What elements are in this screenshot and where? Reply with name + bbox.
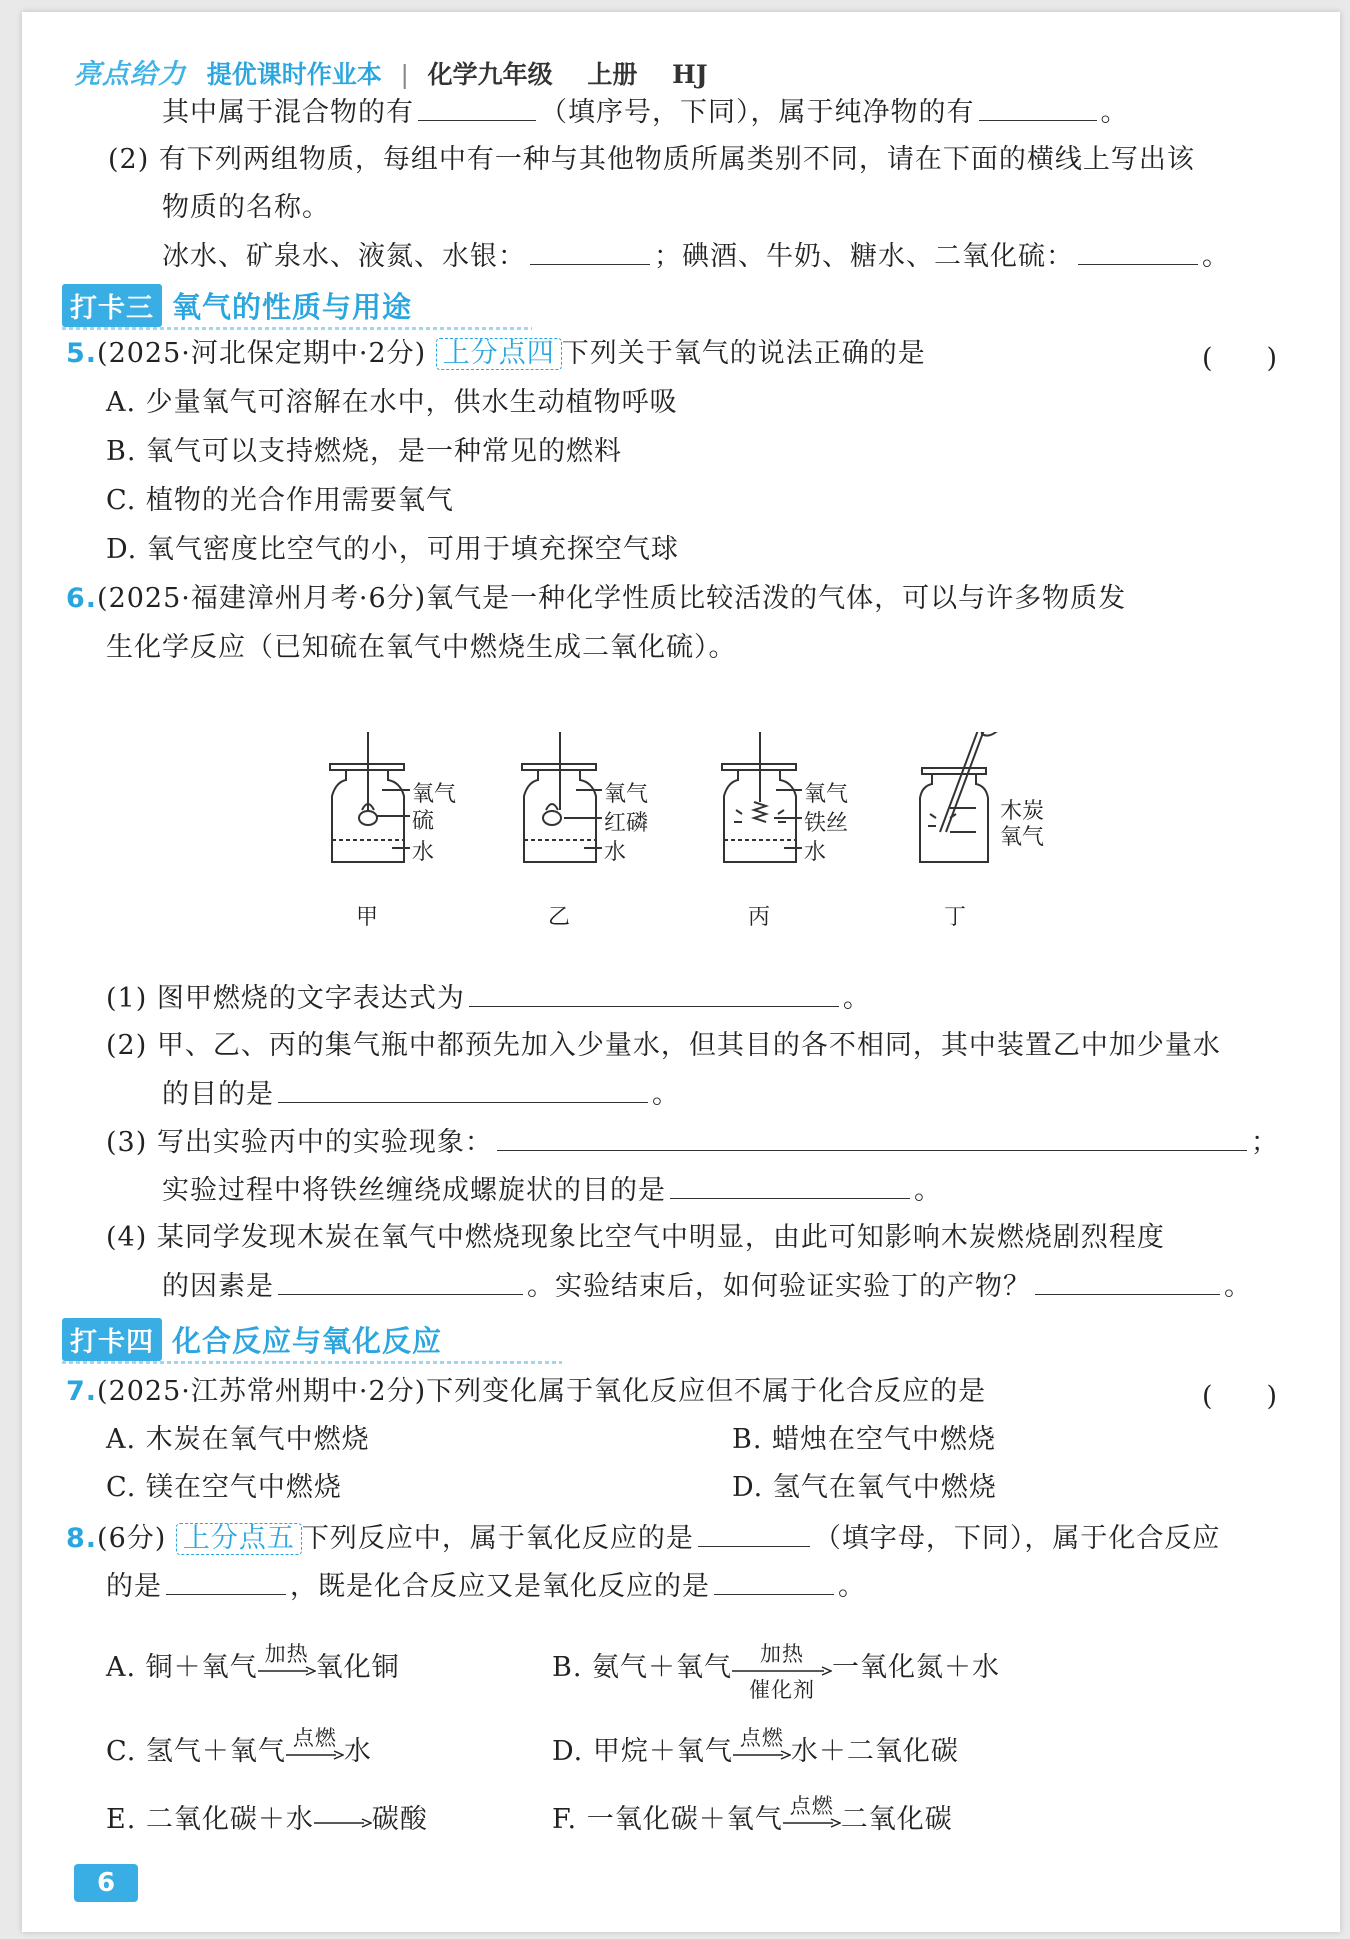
subject-name: 化学九年级 [427, 60, 553, 89]
reaction-products: 碳酸 [371, 1804, 428, 1835]
option-d[interactable]: D. 氧气密度比空气的小，可用于填充探空气球 [106, 534, 679, 565]
option-b[interactable]: B. 蜡烛在空气中燃烧 [732, 1424, 997, 1455]
page-number: 6 [74, 1864, 138, 1902]
question-2-line-1 [108, 142, 1195, 178]
group-2-label: ；碘酒、牛奶、糖水、二氧化硫： [654, 241, 1074, 272]
label-charcoal: 木炭 [1000, 799, 1045, 824]
experiment-figure [322, 732, 1082, 932]
label-water-bing: 水 [804, 840, 827, 865]
reaction-reactants: B. 氨气＋氧气 [552, 1652, 733, 1683]
page-header [74, 52, 708, 91]
answer-blank[interactable] [278, 1268, 523, 1295]
period: 。 [838, 1571, 866, 1602]
caption-jia: 甲 [356, 905, 379, 930]
subquestion-text: (3) 写出实验丙中的实验现象： [106, 1127, 493, 1158]
reaction-e[interactable] [106, 1802, 428, 1838]
question-2-line-3 [162, 238, 1230, 275]
section-underline [62, 1361, 562, 1364]
reaction-f[interactable] [552, 1794, 953, 1838]
label-water-yi: 水 [604, 840, 627, 865]
reaction-arrow [783, 1794, 841, 1838]
series-name: 提优课时作业本 [206, 60, 382, 89]
question-6-line-1 [66, 581, 1126, 617]
section-title: 氧气的性质与用途 [172, 290, 413, 324]
question-text: 下列反应中，属于氧化反应的是 [301, 1523, 694, 1554]
answer-blank[interactable] [1078, 238, 1198, 265]
label-water-jia: 水 [412, 840, 435, 865]
question-6-part-3-line-1 [106, 1124, 1279, 1161]
label-oxygen-ding: 氧气 [1000, 825, 1045, 850]
subquestion-text: 。实验结束后，如何验证实验丁的产物？ [527, 1271, 1031, 1302]
label-oxygen-bing: 氧气 [804, 782, 849, 807]
subquestion-text: (1) 图甲燃烧的文字表达式为 [106, 983, 465, 1014]
question-number: 5. [66, 338, 98, 369]
section-badge: 打卡四 [62, 1318, 162, 1361]
question-6-line-2: 生化学反应（已知硫在氧气中燃烧生成二氧化硫）。 [106, 632, 737, 663]
bottle-ding [920, 732, 1001, 862]
subquestion-text: 有下列两组物质，每组中有一种与其他物质所属类别不同，请在下面的横线上写出该 [158, 144, 1195, 175]
answer-blank[interactable] [979, 94, 1097, 121]
question-6-part-1 [106, 980, 871, 1017]
group-1-label: 冰水、矿泉水、液氮、水银： [162, 241, 526, 272]
answer-blank[interactable] [530, 238, 650, 265]
option-a[interactable]: A. 少量氧气可溶解在水中，供水生动植物呼吸 [106, 387, 678, 418]
reaction-products: 水 [343, 1736, 372, 1767]
mixture-label: 其中属于混合物的有 [162, 97, 414, 128]
subquestion-text: 的目的是 [162, 1079, 274, 1110]
reaction-products: 二氧化碳 [840, 1804, 953, 1835]
option-a[interactable]: A. 木炭在氧气中燃烧 [106, 1424, 370, 1455]
question-text: ，既是化合反应又是氧化反应的是 [290, 1571, 710, 1602]
subquestion-text: 的因素是 [162, 1271, 274, 1302]
caption-ding: 丁 [944, 905, 967, 930]
mixture-line [162, 94, 1129, 131]
reaction-condition: 点燃 [292, 1726, 337, 1750]
score-point-tag: 上分点五 [176, 1523, 302, 1555]
volume-name: 上册 [587, 60, 638, 89]
section-4-header [62, 1318, 442, 1361]
period: 。 [1224, 1271, 1252, 1302]
question-7-stem [66, 1374, 986, 1410]
section-3-header [62, 284, 412, 327]
answer-paren[interactable]: ( ) [1202, 343, 1278, 374]
pure-label: （填序号，下同），属于纯净物的有 [540, 97, 975, 128]
option-b[interactable]: B. 氧气可以支持燃烧，是一种常见的燃料 [106, 436, 623, 467]
period: 。 [652, 1079, 680, 1110]
reaction-condition: 加热 [264, 1642, 309, 1666]
question-6-part-2-line-1: (2) 甲、乙、丙的集气瓶中都预先加入少量水，但其目的各不相同，其中装置乙中加少量水 [106, 1030, 1221, 1061]
caption-bing: 丙 [748, 905, 771, 930]
answer-blank[interactable] [418, 94, 536, 121]
section-title: 化合反应与氧化反应 [172, 1324, 443, 1358]
reaction-reactants: E. 二氧化碳＋水 [106, 1804, 314, 1835]
reaction-products: 一氧化氮＋水 [832, 1652, 1001, 1683]
section-underline [62, 327, 532, 330]
reaction-a[interactable] [106, 1642, 400, 1686]
period: 。 [842, 983, 871, 1014]
answer-blank[interactable] [166, 1568, 286, 1595]
reaction-arrow [258, 1642, 316, 1686]
option-c[interactable]: C. 镁在空气中燃烧 [106, 1472, 342, 1503]
label-oxygen-jia: 氧气 [412, 782, 457, 807]
question-8-line-1 [66, 1520, 1220, 1557]
answer-blank[interactable] [278, 1076, 648, 1103]
subquestion-number: (2) [108, 144, 150, 175]
reaction-condition: 点燃 [739, 1726, 784, 1750]
period: 。 [1100, 97, 1129, 128]
reaction-b[interactable] [552, 1642, 1001, 1702]
question-8-line-2 [106, 1568, 866, 1605]
bottle-bing [722, 732, 802, 862]
question-score: (6分) [97, 1523, 167, 1554]
question-text: (2025·江苏常州期中·2分)下列变化属于氧化反应但不属于化合反应的是 [97, 1376, 987, 1407]
question-text: (2025·福建漳州月考·6分)氧气是一种化学性质比较活泼的气体，可以与许多物质发 [97, 583, 1127, 614]
option-d[interactable]: D. 氢气在氧气中燃烧 [732, 1472, 997, 1503]
question-text: （填字母，下同），属于化合反应 [813, 1523, 1221, 1554]
answer-blank[interactable] [698, 1520, 810, 1547]
answer-blank[interactable] [469, 980, 839, 1007]
question-text: 下列关于氧气的说法正确的是 [561, 338, 926, 369]
label-red-phosphorus: 红磷 [604, 811, 649, 836]
label-oxygen-yi: 氧气 [604, 782, 649, 807]
question-5-stem [66, 336, 926, 372]
question-number: 8. [66, 1523, 98, 1554]
reaction-arrow [314, 1802, 372, 1838]
answer-blank[interactable] [714, 1568, 834, 1595]
reaction-c[interactable] [106, 1726, 372, 1770]
answer-blank[interactable] [670, 1172, 910, 1199]
reaction-condition: 点燃 [789, 1794, 834, 1818]
question-text: 的是 [106, 1571, 162, 1602]
question-source: (2025·河北保定期中·2分) [97, 338, 427, 369]
option-c[interactable]: C. 植物的光合作用需要氧气 [106, 485, 454, 516]
period: 。 [1202, 241, 1230, 272]
section-badge: 打卡三 [62, 284, 162, 327]
question-6-part-4-line-2 [162, 1268, 1252, 1305]
caption-yi: 乙 [548, 905, 571, 930]
semicolon: ； [1250, 1127, 1279, 1158]
question-2-line-2: 物质的名称。 [162, 192, 330, 223]
reaction-reactants: C. 氢气＋氧气 [106, 1736, 286, 1767]
reaction-arrow [732, 1642, 832, 1702]
period: 。 [914, 1175, 942, 1206]
answer-paren[interactable]: ( ) [1202, 1381, 1278, 1412]
reaction-catalyst: 催化剂 [749, 1678, 816, 1702]
edition-name: HJ [672, 60, 708, 89]
label-sulfur: 硫 [412, 809, 435, 834]
reaction-products: 水＋二氧化碳 [790, 1736, 959, 1767]
reaction-reactants: F. 一氧化碳＋氧气 [552, 1804, 783, 1835]
answer-blank[interactable] [497, 1124, 1247, 1151]
label-iron-wire: 铁丝 [804, 811, 849, 836]
question-6-part-2-line-2 [162, 1076, 680, 1113]
reaction-arrow [286, 1726, 344, 1770]
question-6-part-4-line-1: (4) 某同学发现木炭在氧气中燃烧现象比空气中明显，由此可知影响木炭燃烧剧烈程度 [106, 1222, 1165, 1253]
answer-blank[interactable] [1035, 1268, 1220, 1295]
question-number: 6. [66, 583, 98, 614]
header-divider: | [400, 60, 409, 89]
bottle-jia [330, 732, 410, 862]
reaction-d[interactable] [552, 1726, 959, 1770]
reaction-reactants: D. 甲烷＋氧气 [552, 1736, 733, 1767]
reaction-condition: 加热 [760, 1642, 805, 1666]
score-point-tag: 上分点四 [436, 338, 562, 370]
question-6-part-3-line-2 [162, 1172, 942, 1209]
reaction-reactants: A. 铜＋氧气 [106, 1652, 258, 1683]
workbook-page [22, 12, 1340, 1932]
subquestion-text: 实验过程中将铁丝缠绕成螺旋状的目的是 [162, 1175, 666, 1206]
bottle-yi [522, 732, 602, 862]
question-number: 7. [66, 1376, 98, 1407]
reaction-products: 氧化铜 [315, 1652, 400, 1683]
brand-logo: 亮点给力 [74, 59, 186, 90]
reaction-arrow [733, 1726, 791, 1770]
